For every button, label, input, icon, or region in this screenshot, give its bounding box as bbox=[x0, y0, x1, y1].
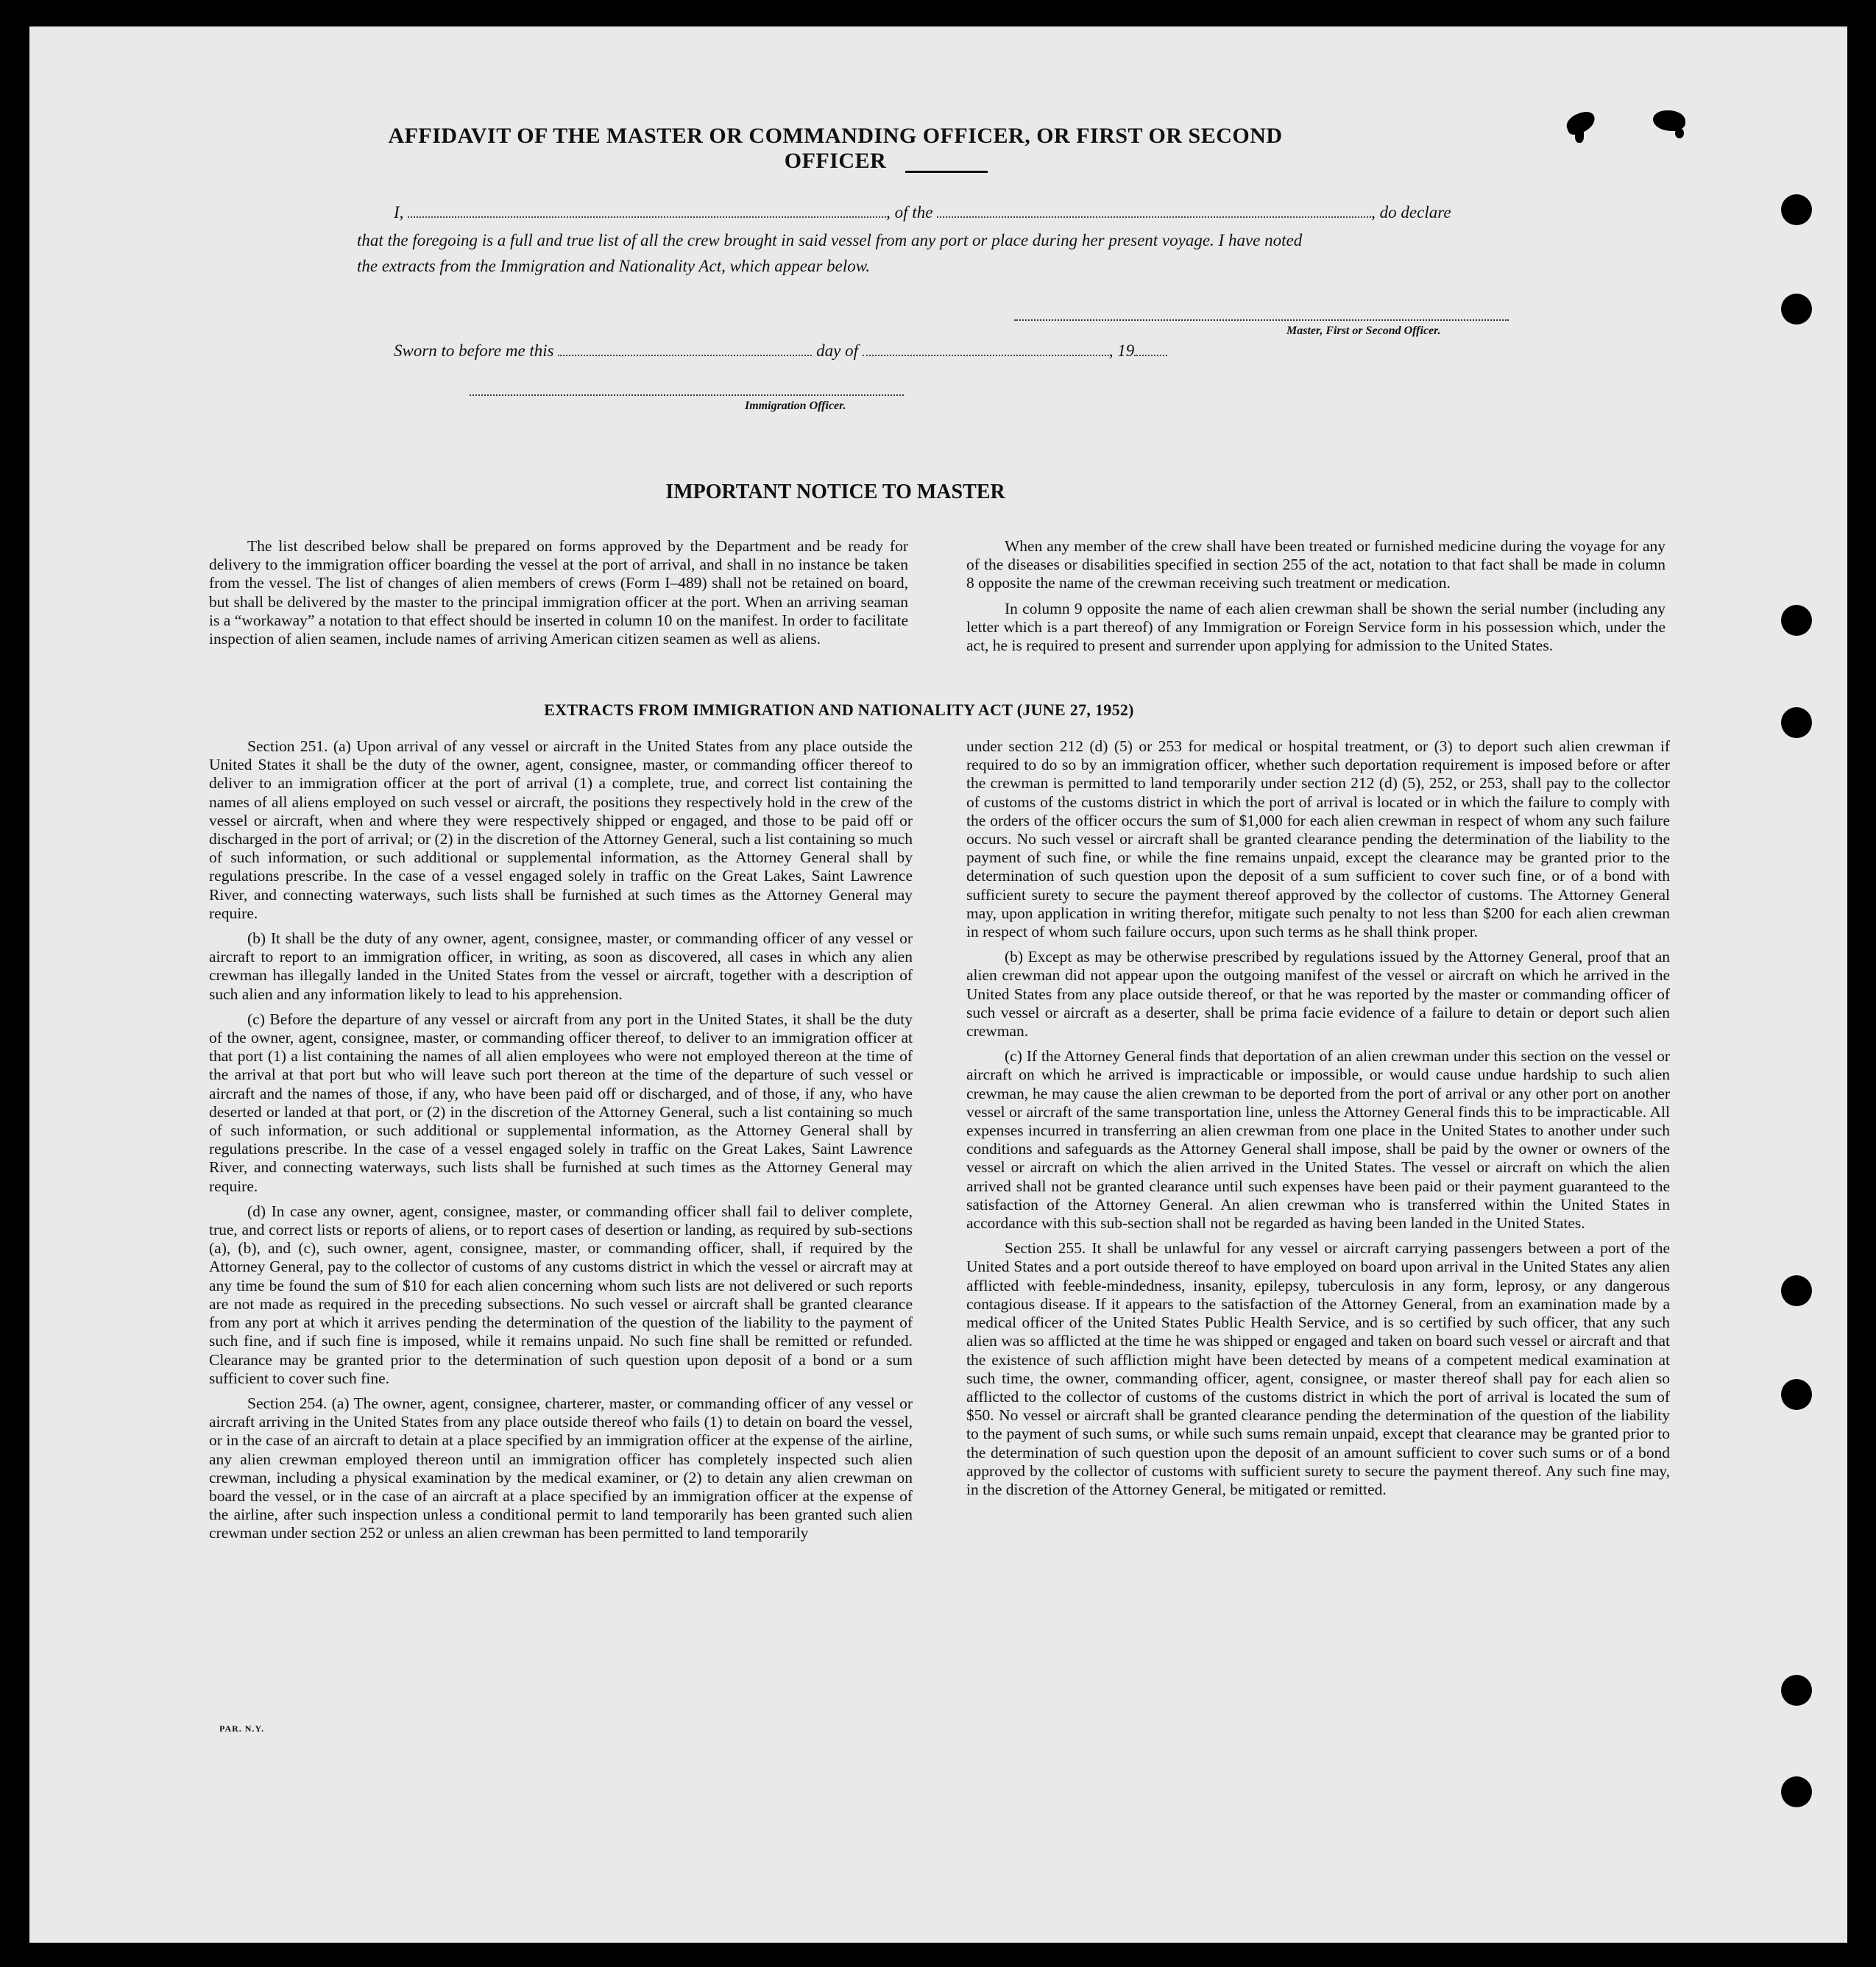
punch-hole bbox=[1781, 294, 1812, 325]
declaration-line-2: that the foregoing is a full and true list of all the crew brought in said vessel from any port or place during her present voyage. I have noted bbox=[357, 231, 1303, 249]
of-the-text: , of the bbox=[886, 203, 933, 221]
officer-signature-caption: Immigration Officer. bbox=[745, 400, 846, 412]
notice-paragraph: In column 9 opposite the name of each alien crewman shall be shown the serial number (including any letter which is a part thereof) of any Immigration or Foreign Service form in his possession which, under the act, he is required to present and surrender upon applying for admission to the United States. bbox=[966, 599, 1666, 655]
sworn-day-field[interactable] bbox=[558, 341, 812, 356]
punch-hole bbox=[1781, 707, 1812, 738]
punch-hole bbox=[1781, 1776, 1812, 1807]
statute-paragraph: Section 255. It shall be unlawful for any vessel or aircraft carrying passengers between a port of the United States and a port outside thereof to have employed on board upon arrival in the United States any alien afflicted with feeble-mindedness, insanity, epilepsy, tuberculosis in any form, leprosy, or any dangerous contagious disease. If it appears to the satisfaction of the Attorney General, from an examination made by a medical officer of the United States Public Health Service, and is so certified by such officer, that any such alien was so afflicted at the time he was shipped or engaged and taken on board such vessel or aircraft and that the existence of such affliction might have been detected by means of a competent medical examination at such time, the owner, commanding officer, agent, consignee, or master thereof shall pay for each alien so afflicted to the collector of customs of the customs district in which the port of arrival is located the sum of $50. No vessel or aircraft shall be granted clearance pending the determination of the question of the liability to the payment of such sums, or while such sums remain unpaid, except that clearance may be granted prior to the determination of such question upon the deposit of an amount sufficient to cover such sums or of a bond approved by the collector of customs with sufficient surety to secure the payment thereof. Any such fine may, in the discretion of the Attorney General, be mitigated or remitted. bbox=[966, 1239, 1670, 1498]
notice-title: IMPORTANT NOTICE TO MASTER bbox=[665, 481, 1005, 503]
master-signature-caption: Master, First or Second Officer. bbox=[1286, 325, 1441, 337]
title-rule bbox=[905, 171, 988, 173]
ink-blot bbox=[1575, 128, 1584, 143]
sworn-text: Sworn to before me this bbox=[394, 341, 554, 360]
year-prefix-text: , 19 bbox=[1108, 341, 1135, 360]
notice-paragraph: The list described below shall be prepared on forms approved by the Department and be ready for delivery to the immigration officer boarding the vessel at the port of arrival, and shall in no instance be taken from the vessel. The list of changes of alien members of crews (Form I–489) shall not be retained on board, but shall be delivered by the master to the principal immigration officer at the port. When an arriving seaman is a “workaway” a notation to that effect should be inserted in column 10 on the manifest. In order to facilitate inspection of alien seamen, include names of arriving American citizen seamen as well as aliens. bbox=[209, 537, 908, 648]
statute-paragraph: Section 251. (a) Upon arrival of any vessel or aircraft in the United States from any place outside the United States it shall be the duty of the owner, agent, consignee, master, or commanding officer thereof to deliver to an immigration officer at the port of arrival (1) a complete, true, and correct list containing the names of all aliens employed on such vessel or aircraft, the positions they respectively hold in the crew of the vessel or aircraft, when and where they were respectively shipped or engaged, and those to be paid off or discharged in the port of arrival; or (2) in the discretion of the Attorney General, such a list containing so much of such information, or such additional or supplemental information, as the Attorney General shall by regulations prescribe. In the case of a vessel engaged solely in traffic on the Great Lakes, Saint Lawrence River, and connecting waterways, such lists shall be furnished at such times as the Attorney General may require. bbox=[209, 737, 913, 922]
document-page bbox=[29, 26, 1847, 1943]
statute-paragraph: Section 254. (a) The owner, agent, consignee, charterer, master, or commanding officer of any vessel or aircraft arriving in the United States from any place outside thereof who fails (1) to detain on board the vessel, or in the case of an aircraft to detain at a place specified by an immigration officer at the expense of the airline, any alien crewman employed thereon until an immigration officer has completely inspected such alien crewman, including a physical examination by the medical examiner, or (2) to detain any alien crewman on board the vessel, or in the case of an aircraft at a place specified by an immigration officer at the expense of the airline, after such inspection unless a conditional permit to land temporarily has been granted such alien crewman under section 252 or unless an alien crewman has been permitted to land temporarily bbox=[209, 1394, 913, 1542]
day-of-text: day of bbox=[816, 341, 858, 360]
sworn-year-field[interactable] bbox=[1134, 341, 1167, 356]
declaration-line-3: the extracts from the Immigration and Nationality Act, which appear below. bbox=[357, 257, 871, 275]
punch-hole bbox=[1781, 194, 1812, 225]
statute-paragraph: (c) If the Attorney General finds that deportation of an alien crewman under this section on the vessel or aircraft on which he arrived is impracticable or impossible, or would cause undue hardship to such alien crewman, he may cause the alien crewman to be deported from the port of arrival or any other port on another vessel or aircraft of the same transportation line, unless the Attorney General finds this to be impracticable. All expenses incurred in transferring an alien crewman from one place in the United States to another under such conditions and safeguards as the Attorney General shall impose, shall be paid by the owner or owners of the vessel or aircraft on which the alien arrived in the United States. The vessel or aircraft on which the alien arrived shall not be granted clearance until such expenses have been paid or their payment guaranteed to the satisfaction of the Attorney General. An alien crewman who is transferred within the United States in accordance with this sub-section shall not be regarded as having been landed in the United States. bbox=[966, 1047, 1670, 1233]
punch-hole bbox=[1781, 1275, 1812, 1306]
declarant-name-field[interactable] bbox=[408, 203, 886, 218]
extracts-title: EXTRACTS FROM IMMIGRATION AND NATIONALITY ACT (JUNE 27, 1952) bbox=[544, 701, 1134, 719]
sworn-month-field[interactable] bbox=[863, 341, 1109, 356]
do-declare-text: , do declare bbox=[1371, 203, 1451, 221]
ink-blot bbox=[1675, 128, 1684, 138]
notice-paragraph: When any member of the crew shall have been treated or furnished medicine during the voyage for any of the diseases or disabilities specified in section 255 of the act, notation to that fact shall be made in column 8 opposite the name of the crewman receiving such treatment or medication. bbox=[966, 537, 1666, 592]
declaration-line-1 bbox=[394, 203, 1451, 222]
declarant-prefix: I, bbox=[394, 203, 404, 221]
sworn-line bbox=[394, 341, 1167, 361]
punch-hole bbox=[1781, 1379, 1812, 1410]
statute-paragraph: (b) It shall be the duty of any owner, agent, consignee, master, or commanding officer of any vessel or aircraft to report to an immigration officer, in writing, as soon as discovered, all cases in which any alien crewman has illegally landed in the United States from the vessel or aircraft, together with a description of such alien and any information likely to lead to his apprehension. bbox=[209, 929, 913, 1003]
affidavit-title: AFFIDAVIT OF THE MASTER OR COMMANDING OFFICER, OR FIRST OR SECOND OFFICER bbox=[388, 124, 1283, 173]
statute-paragraph: under section 212 (d) (5) or 253 for medical or hospital treatment, or (3) to deport such alien crewman if required to do so by an immigration officer, whether such deportation requirement is imposed before or after the crewman is permitted to land temporarily under section 212 (d) (5), 252, or 253, shall pay to the collector of customs of the customs district in which the port of arrival is located or in which the failure to comply with the orders of the officer occurs the sum of $1,000 for each alien crewman in respect of whom any such failure occurs. No such vessel or aircraft shall be granted clearance pending the determination of the liability to the payment of such fine, or while the fine remains unpaid, except the clearance may be granted prior to the determination of such question upon the deposit of a sum sufficient to cover such fine, or of a bond with sufficient surety to secure the payment thereof approved by the collector of customs. The Attorney General may, upon application in writing therefor, mitigate such penalty to not less than $200 for each alien crewman in respect of whom such failure occurs, upon such terms as he shall think proper. bbox=[966, 737, 1670, 941]
punch-hole bbox=[1781, 605, 1812, 636]
punch-hole bbox=[1781, 1675, 1812, 1706]
vessel-name-field[interactable] bbox=[937, 203, 1371, 218]
notice-left-column bbox=[209, 537, 908, 655]
master-signature-line[interactable] bbox=[1014, 319, 1509, 321]
notice-right-column bbox=[966, 537, 1666, 662]
statute-paragraph: (d) In case any owner, agent, consignee, master, or commanding officer shall fail to deliver complete, true, and correct lists or reports of aliens, or to report cases of desertion or landing, as required by sub-sections (a), (b), and (c), such owner, agent, consignee, master, or commanding officer, shall, if required by the Attorney General, pay to the collector of customs of any customs district in which the vessel or aircraft may at any time be found the sum of $10 for each alien concerning whom such lists are not delivered or such reports are not made as required in the preceding subsections. No such vessel or aircraft shall be granted clearance from any port at which it arrives pending the determination of the question of the liability to the payment of such fine, and if such fine is imposed, while it remains unpaid. No such fine shall be remitted or refunded. Clearance may be granted prior to the determination of such question upon deposit of a bond or a sum sufficient to cover such fine. bbox=[209, 1202, 913, 1387]
extracts-right-column bbox=[966, 737, 1670, 1506]
officer-signature-line[interactable] bbox=[470, 394, 904, 396]
printer-mark: PAR. N.Y. bbox=[219, 1723, 265, 1734]
statute-paragraph: (b) Except as may be otherwise prescribed by regulations issued by the Attorney General, proof that an alien crewman did not appear upon the outgoing manifest of the vessel or aircraft on which he arrived in the United States from any place outside thereof, or that he was reported by the master or commanding officer of such vessel or aircraft as a deserter, shall be prima facie evidence of a failure to detain or deport such alien crewman. bbox=[966, 948, 1670, 1041]
statute-paragraph: (c) Before the departure of any vessel or aircraft from any port in the United States, it shall be the duty of the owner, agent, consignee, master, or commanding officer thereof, to deliver to an immigration officer at that port (1) a list containing the names of all alien employees who were not employed thereon at the time of the arrival at that port but who will leave such port thereon at the time of the departure of such vessel or aircraft and the names of those, if any, who have been paid off or discharged, and of those, if any, who have deserted or landed at that port, or (2) in the discretion of the Attorney General, such a list containing so much of such information, or such additional or supplemental information, as the Attorney General shall by regulations prescribe. In the case of a vessel engaged solely in traffic on the Great Lakes, Saint Lawrence River, and connecting waterways, such lists shall be furnished at such times as the Attorney General may require. bbox=[209, 1010, 913, 1195]
extracts-left-column bbox=[209, 737, 913, 1550]
